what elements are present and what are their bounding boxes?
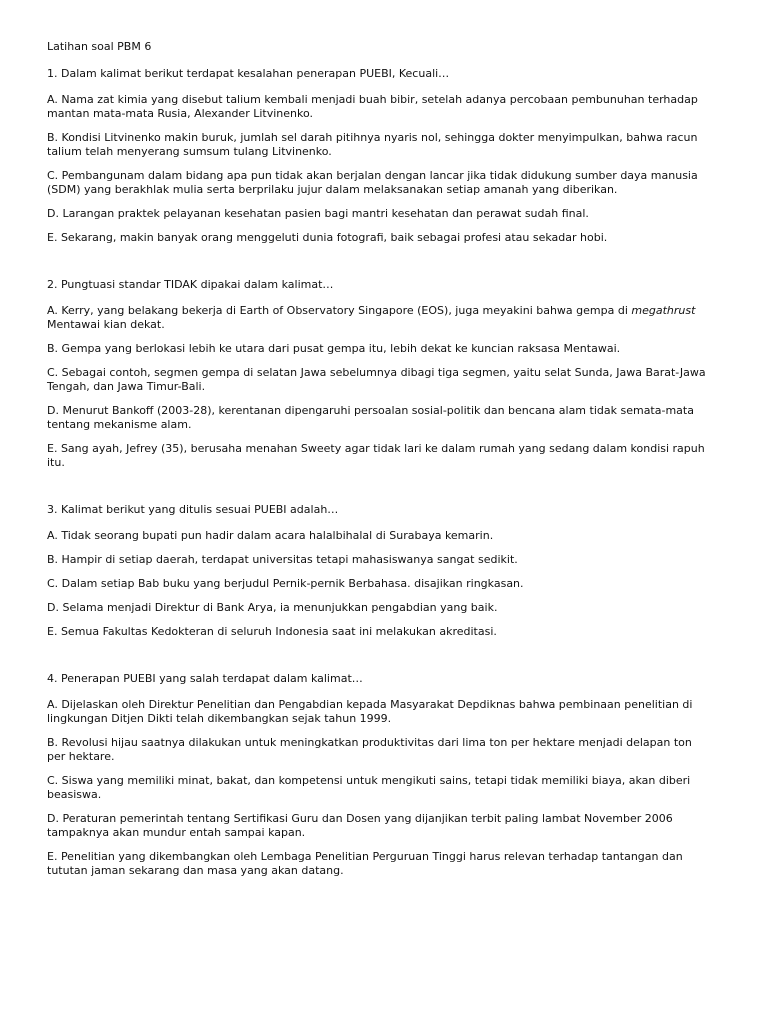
spacer bbox=[47, 639, 712, 672]
question-3 bbox=[47, 503, 712, 639]
question-2 bbox=[47, 278, 712, 470]
question-1 bbox=[47, 67, 712, 245]
option-d: D. Selama menjadi Direktur di Bank Arya, ia menunjukkan pengabdian yang baik. bbox=[47, 601, 498, 614]
option-d: D. Peraturan pemerintah tentang Sertifikasi Guru dan Dosen yang dijanjikan terbit paling lambat November 2006 tampaknya akan mundur entah sampai kapan. bbox=[47, 812, 673, 839]
option-b: B. Hampir di setiap daerah, terdapat universitas tetapi mahasiswanya sangat sedikit. bbox=[47, 553, 518, 566]
option-a: A. Tidak seorang bupati pun hadir dalam acara halalbihalal di Surabaya kemarin. bbox=[47, 529, 494, 542]
option-d: D. Menurut Bankoff (2003-28), kerentanan dipengaruhi persoalan sosial-politik dan bencana alam tidak semata-mata tentang mekanisme alam. bbox=[47, 404, 694, 431]
option-a-tail: Mentawai kian dekat. bbox=[47, 318, 165, 331]
option-b: B. Revolusi hijau saatnya dilakukan untuk meningkatkan produktivitas dari lima ton per hektare menjadi delapan ton per hektare. bbox=[47, 736, 692, 763]
option-a bbox=[47, 304, 712, 332]
spacer bbox=[47, 470, 712, 503]
option-e: E. Sekarang, makin banyak orang menggeluti dunia fotografi, baik sebagai profesi atau sekadar hobi. bbox=[47, 231, 608, 244]
spacer bbox=[47, 245, 712, 278]
question-stem: 3. Kalimat berikut yang ditulis sesuai PUEBI adalah… bbox=[47, 503, 339, 516]
option-b: B. Gempa yang berlokasi lebih ke utara dari pusat gempa itu, lebih dekat ke kuncian raksasa Mentawai. bbox=[47, 342, 621, 355]
option-e: E. Penelitian yang dikembangkan oleh Lembaga Penelitian Perguruan Tinggi harus relevan terhadap tantangan dan tututan jaman sekarang dan masa yang akan datang. bbox=[47, 850, 683, 877]
option-c: C. Dalam setiap Bab buku yang berjudul Pernik-pernik Berbahasa. disajikan ringkasan. bbox=[47, 577, 524, 590]
option-e: E. Sang ayah, Jefrey (35), berusaha menahan Sweety agar tidak lari ke dalam rumah yang sedang dalam kondisi rapuh itu. bbox=[47, 442, 705, 469]
option-c: C. Siswa yang memiliki minat, bakat, dan kompetensi untuk mengikuti sains, tetapi tidak memiliki biaya, akan diberi beasiswa. bbox=[47, 774, 691, 801]
option-d: D. Larangan praktek pelayanan kesehatan pasien bagi mantri kesehatan dan perawat sudah final. bbox=[47, 207, 589, 220]
option-a-italic-term: megathrust bbox=[631, 304, 696, 317]
question-4 bbox=[47, 672, 712, 878]
question-stem: 1. Dalam kalimat berikut terdapat kesalahan penerapan PUEBI, Kecuali… bbox=[47, 67, 450, 80]
document-title: Latihan soal PBM 6 bbox=[47, 40, 152, 53]
option-a: A. Dijelaskan oleh Direktur Penelitian dan Pengabdian kepada Masyarakat Depdiknas bahwa pembinaan penelitian di lingkungan Ditjen Dikti telah dikembangkan sejak tahun 1999. bbox=[47, 698, 693, 725]
question-stem: 4. Penerapan PUEBI yang salah terdapat dalam kalimat… bbox=[47, 672, 363, 685]
option-b: B. Kondisi Litvinenko makin buruk, jumlah sel darah pitihnya nyaris nol, sehingga dokter menyimpulkan, bahwa racun talium telah menyerang sumsum tulang Litvinenko. bbox=[47, 131, 698, 158]
option-a-text: A. Kerry, yang belakang bekerja di Earth of Observatory Singapore (EOS), juga meyakini bahwa gempa di bbox=[47, 304, 628, 317]
option-e: E. Semua Fakultas Kedokteran di seluruh Indonesia saat ini melakukan akreditasi. bbox=[47, 625, 497, 638]
option-a: A. Nama zat kimia yang disebut talium kembali menjadi buah bibir, setelah adanya percobaan pembunuhan terhadap mantan mata-mata Rusia, Alexander Litvinenko. bbox=[47, 93, 698, 120]
option-c: C. Sebagai contoh, segmen gempa di selatan Jawa sebelumnya dibagi tiga segmen, yaitu selat Sunda, Jawa Barat-Jawa Tengah, dan Jawa Timur-Bali. bbox=[47, 366, 706, 393]
option-c: C. Pembangunam dalam bidang apa pun tidak akan berjalan dengan lancar jika tidak didukung sumber daya manusia (SDM) yang berakhlak mulia serta berprilaku jujur dalam melaksanakan setiap amanah yang diberikan. bbox=[47, 169, 698, 196]
question-stem: 2. Pungtuasi standar TIDAK dipakai dalam kalimat… bbox=[47, 278, 334, 291]
document-page bbox=[47, 40, 712, 878]
